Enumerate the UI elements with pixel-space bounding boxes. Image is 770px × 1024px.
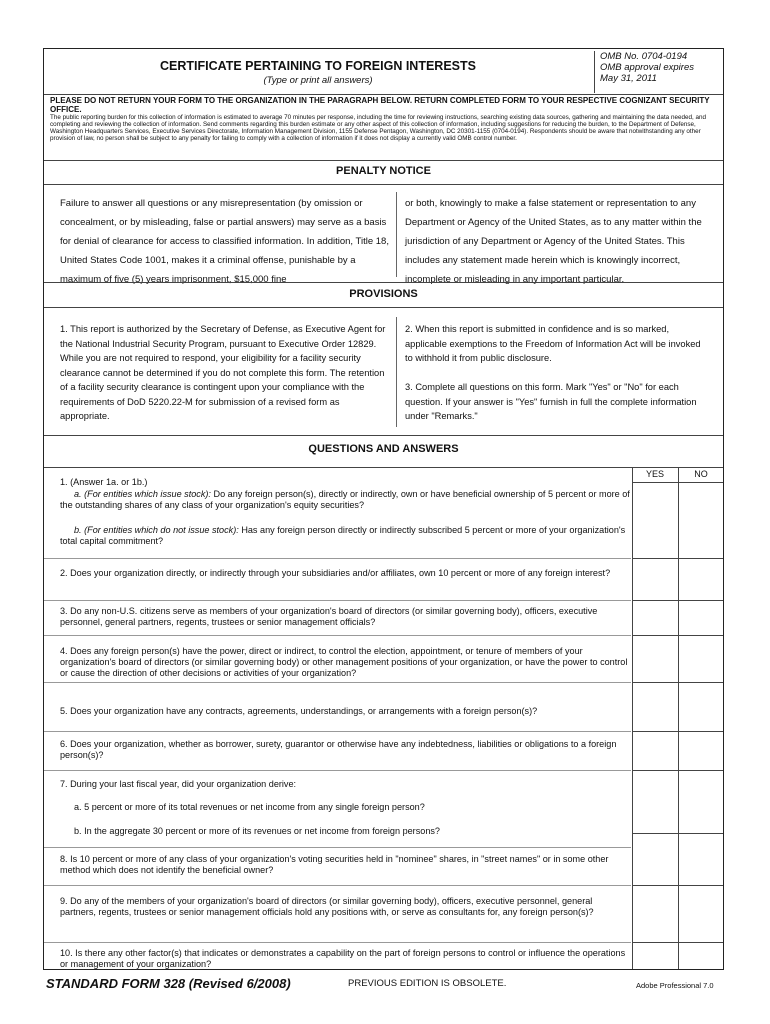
question-2: 2. Does your organization directly, or indirectly through your subsidiaries and/or affiliates, own 10 percent or more of any foreign interest? — [60, 568, 611, 578]
question-6: 6. Does your organization, whether as borrower, surety, guarantor or otherwise have any indebtedness, liabilities or obligations to a foreign person(s)? — [60, 739, 617, 761]
answer-box-line — [632, 558, 723, 559]
obsolete-notice: PREVIOUS EDITION IS OBSOLETE. — [348, 978, 507, 989]
divider — [44, 160, 723, 161]
question-1a-lead: a. (For entities which issue stock): — [74, 489, 211, 499]
q1a-yes-box[interactable] — [634, 504, 676, 556]
question-divider — [44, 682, 631, 683]
q4-no-box[interactable] — [680, 684, 723, 729]
question-divider — [44, 942, 631, 943]
question-7: 7. During your last fiscal year, did your organization derive: — [60, 779, 297, 789]
question-5: 5. Does your organization have any contracts, agreements, understandings, or arrangements with a foreign person(s)? — [60, 706, 538, 716]
no-header: NO — [694, 469, 708, 479]
penalty-right-text: or both, knowingly to make a false statement or representation to any Department or Agency of the United States, as to any matter within the jurisdiction of any Department or Agency of the United States. This includes any statement made herein which is knowingly incorrect, incomplete or misleading in any important particular. — [405, 198, 702, 285]
q9-yes-box[interactable] — [634, 887, 676, 940]
divider — [44, 467, 723, 468]
questions-title: QUESTIONS AND ANSWERS — [308, 443, 459, 455]
omb-box — [594, 51, 725, 93]
question-1b-lead: b. (For entities which do not issue stock): — [74, 525, 239, 535]
question-divider — [44, 635, 631, 636]
q2-no-box[interactable] — [680, 602, 723, 633]
burden-statement: The public reporting burden for this collection of information is estimated to average 70 minutes per response, including the time for reviewing instructions, searching existing data sources, gathering and maintaining the data needed, and completing and reviewing the collection of information. Send comments regarding this burden estimate or any other aspect of this collection of information, including suggestions for reducing the burden, to the Department of Defense, Washington Headquarters Services, Executive Services Directorate, Information Management Division, 1155 Defense Pentagon, Washington, DC 20301-1155 (0704-0194). Respondents should be aware that notwithstanding any other provision of law, no person shall be subject to any penalty for failing to comply with a collection of information if it does not display a currently valid OMB control number. — [50, 114, 706, 142]
column-divider — [396, 192, 397, 277]
question-divider — [44, 558, 631, 559]
divider — [44, 282, 723, 283]
question-3: 3. Do any non-U.S. citizens serve as members of your organization's board of directors (or similar governing body), officers, executive personnel, general partners, regents, trustees or senior management officials? — [60, 606, 598, 628]
omb-date: May 31, 2011 — [600, 73, 657, 84]
answer-box-line — [632, 600, 723, 601]
divider — [44, 307, 723, 308]
q2-yes-box[interactable] — [634, 602, 676, 633]
return-notice: PLEASE DO NOT RETURN YOUR FORM TO THE ORGANIZATION IN THE PARAGRAPH BELOW. RETURN COMPLETED FORM TO YOUR RESPECTIVE COGNIZANT SECURITY OFFICE. — [50, 96, 710, 114]
question-1-heading: 1. (Answer 1a. or 1b.) — [60, 477, 148, 487]
q9-no-box[interactable] — [680, 887, 723, 940]
divider — [44, 94, 723, 95]
provision-3-text: 3. Complete all questions on this form. Mark "Yes" or "No" for each question. If your answer is "Yes" furnish in full the complete information under "Remarks." — [405, 382, 697, 421]
divider — [44, 435, 723, 436]
q3-yes-box[interactable] — [634, 637, 676, 680]
form-subtitle: (Type or print all answers) — [263, 75, 373, 86]
question-1b — [60, 525, 630, 547]
q5-no-box[interactable] — [680, 733, 723, 768]
question-1b-text: Has any foreign person directly or indirectly subscribed 5 percent or more of your organization's total capital commitment? — [60, 525, 626, 547]
question-8: 8. Is 10 percent or more of any class of your organization's voting securities held in "nominee" shares, in "street names" or in some other method which does not identify the beneficial owner? — [60, 854, 609, 876]
q1b-yes-box[interactable] — [634, 560, 676, 598]
q1b-no-box[interactable] — [680, 560, 723, 598]
form-title: CERTIFICATE PERTAINING TO FOREIGN INTERESTS — [160, 59, 476, 73]
q3-no-box[interactable] — [680, 637, 723, 680]
divider — [44, 184, 723, 185]
no-column-border — [678, 467, 679, 969]
answer-box-line — [632, 942, 723, 943]
answer-box-line — [632, 682, 723, 683]
answer-header-line — [632, 482, 723, 483]
question-divider — [44, 847, 631, 848]
question-1a — [60, 489, 630, 511]
q7a-no-box[interactable] — [680, 772, 723, 831]
question-9: 9. Do any of the members of your organization's board of directors (or similar governing body), officers, executive personnel, general partners, regents, trustees or senior management officials hold any positions with, or serve as consultants for, any foreign person(s)? — [60, 896, 594, 918]
provisions-title: PROVISIONS — [349, 288, 418, 300]
q5-yes-box[interactable] — [634, 733, 676, 768]
question-7b: b. In the aggregate 30 percent or more of its revenues or net income from foreign persons? — [74, 826, 440, 836]
provision-2-text: 2. When this report is submitted in confidence and is so marked, applicable exemptions to the Freedom of Information Act will be invoked to withhold it from public disclosure. — [405, 324, 701, 363]
answer-box-line — [632, 770, 723, 771]
omb-number: OMB No. 0704-0194 — [600, 51, 688, 62]
question-divider — [44, 885, 631, 886]
answer-box-line — [632, 833, 723, 834]
q4-yes-box[interactable] — [634, 684, 676, 729]
software-note: Adobe Professional 7.0 — [636, 981, 714, 990]
answer-box-line — [632, 635, 723, 636]
question-divider — [44, 600, 631, 601]
q8-no-box[interactable] — [680, 835, 723, 883]
answer-box-line — [632, 731, 723, 732]
q1a-no-box[interactable] — [680, 504, 723, 556]
form-frame — [43, 48, 724, 970]
yes-header: YES — [645, 469, 664, 479]
question-divider — [44, 770, 631, 771]
question-divider — [44, 731, 631, 732]
question-10: 10. Is there any other factor(s) that indicates or demonstrates a capability on the part of foreign persons to control or influence the operations or management of your organization? — [60, 948, 626, 970]
question-7a: a. 5 percent or more of its total revenues or net income from any single foreign person? — [74, 802, 425, 812]
provision-1-text: 1. This report is authorized by the Secretary of Defense, as Executive Agent for the National Industrial Security Program, pursuant to Executive Order 12829. While you are not required to respond, your eligibility for a facility security clearance cannot be determined if you do not complete this form. The retention of a facility security clearance is contingent upon your compliance with the requirements of DoD 5220.22-M for submission of a revised form as appropriate. — [60, 324, 386, 421]
penalty-notice-title: PENALTY NOTICE — [336, 165, 431, 177]
q8-yes-box[interactable] — [634, 835, 676, 883]
question-4: 4. Does any foreign person(s) have the power, direct or indirect, to control the election, appointment, or tenure of members of your organization's board of directors (or similar governing body) or other management positions of your organization, or have the power to control or cause the direction of other decisions or activities of your organization? — [60, 646, 628, 679]
yes-column-border — [632, 467, 633, 969]
form-name: STANDARD FORM 328 (Revised 6/2008) — [46, 976, 291, 991]
omb-approval: OMB approval expires — [600, 62, 694, 73]
q7a-yes-box[interactable] — [634, 772, 676, 831]
answer-box-line — [632, 885, 723, 886]
question-1a-text: Do any foreign person(s), directly or indirectly, own or have beneficial ownership of 5 percent or more of the outstanding shares of any class of your organization's equity securities? — [60, 489, 630, 511]
penalty-left-text: Failure to answer all questions or any misrepresentation (by omission or concealment, or by misleading, false or partial answers) may serve as a basis for denial of clearance for access to classified information. In addition, Title 18, United States Code 1001, makes it a criminal offense, punishable by a maximum of five (5) years imprisonment, $15,000 fine — [60, 198, 389, 285]
column-divider — [396, 317, 397, 427]
